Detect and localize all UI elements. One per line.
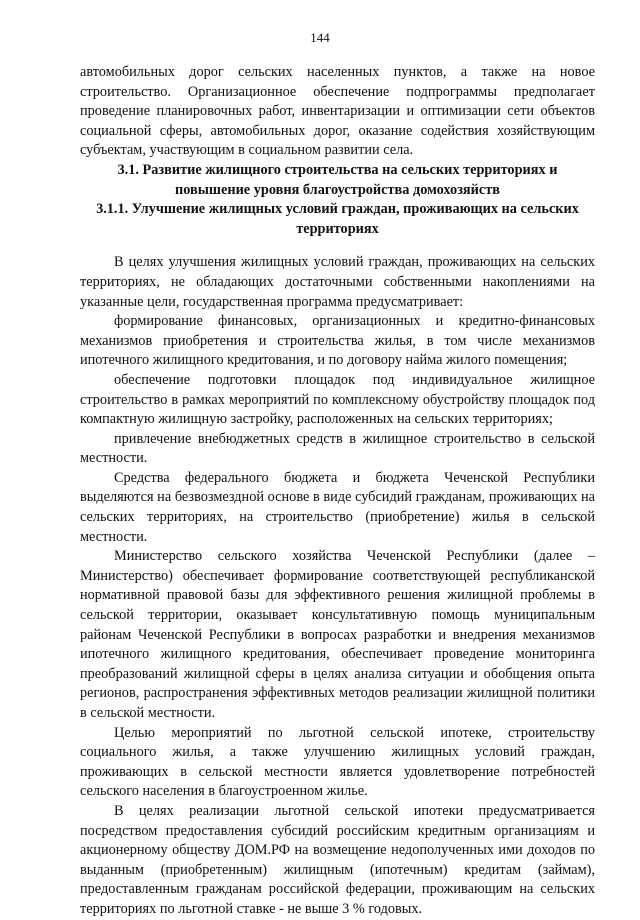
body-paragraph: обеспечение подготовки площадок под индивидуальное жилищное строительство в рамках мероприятий по комплексному обустройству площадок под компактную жилищную застройку, расположенных на сельских территориях;	[80, 371, 595, 428]
body-paragraph: формирование финансовых, организационных и кредитно-финансовых механизмов приобретения и строительства жилья, в том числе механизмов ипотечного жилищного кредитования, и по договору найма жилого помещения;	[80, 313, 595, 369]
body-paragraph: В целях улучшения жилищных условий граждан, проживающих на сельских территориях, не обладающих достаточными собственными накоплениями на указанные цели, государственная программа предусматривает:	[80, 254, 595, 310]
body-paragraph: Средства федерального бюджета и бюджета Чеченской Республики выделяются на безвозмездной основе в виде субсидий гражданам, проживающих на сельских территориях, на строительство (приобретение) жилья в сельской местности.	[80, 469, 595, 545]
body-paragraph: привлечение внебюджетных средств в жилищное строительство в сельской местности.	[80, 430, 595, 467]
intro-paragraph: автомобильных дорог сельских населенных пунктов, а также на новое строительство. Организационное обеспечение подпрограммы предполагает проведение планировочных работ, инвентаризации и оптимизации сети объектов социальной сферы, автомобильных дорог, оказание содействия хозяйствующим субъектам, участвующим в социальном развитии села.	[80, 64, 595, 159]
section-heading-3-1-line-2: повышение уровня благоустройства домохозяйств	[175, 181, 500, 198]
body-paragraph: Министерство сельского хозяйства Чеченской Республики (далее – Министерство) обеспечивает формирование соответствующей республиканской нормативной правовой базы для эффективного решения жилищной проблемы в сельской территории, оказывает консультативную помощь муниципальным районам Чеченской Республики в вопросах разработки и внедрения механизмов ипотечного жилищного кредитования, обеспечивает проведение мониторинга преобразований жилищной сферы в целях анализа ситуации и обобщения опыта регионов, распространения эффективных методов реализации жилищной политики в сельской местности.	[80, 548, 595, 721]
body-paragraph: Целью мероприятий по льготной сельской ипотеке, строительству социального жилья, а также улучшению жилищных условий граждан, проживающих в сельской местности является удовлетворение потребностей сельского населения в благоустроенном жилье.	[80, 724, 595, 800]
section-heading-3-1-line-1: 3.1. Развитие жилищного строительства на сельских территориях и	[117, 161, 558, 178]
page-content	[80, 63, 595, 920]
body-paragraph: В целях реализации льготной сельской ипотеки предусматривается посредством предоставления субсидий российским кредитным организациям и акционерному обществу ДОМ.РФ на возмещение недополученных ими доходов по выданным (приобретенным) жилищным (ипотечным) кредитам (займам), предоставленным гражданам российской федерации, проживающим на сельских территориях по льготной ставке - не выше 3 % годовых.	[80, 802, 595, 917]
page-number: 144	[310, 30, 330, 45]
section-heading-3-1-1-line-1: 3.1.1. Улучшение жилищных условий граждан, проживающих на сельских	[96, 201, 579, 218]
section-heading-3-1-1-line-2: территориях	[296, 220, 379, 237]
